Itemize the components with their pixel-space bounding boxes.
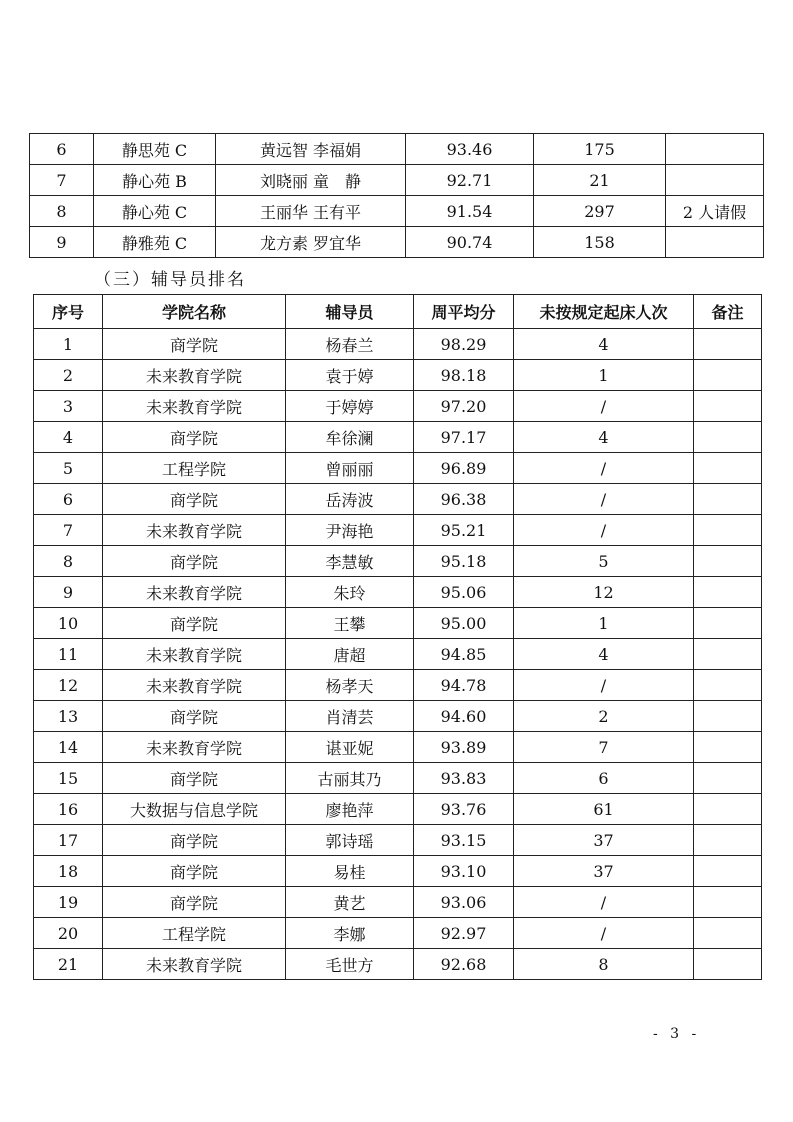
table-row [34, 639, 762, 670]
cell-rank: 13 [34, 701, 103, 732]
cell-rank: 6 [34, 484, 103, 515]
section-heading: （三）辅导员排名 [94, 270, 246, 290]
cell-note [694, 825, 762, 856]
cell-note [694, 918, 762, 949]
header-note: 备注 [694, 295, 762, 329]
table-row [30, 134, 764, 165]
cell-note [694, 732, 762, 763]
cell-counselor: 唐超 [286, 639, 414, 670]
cell-count: 4 [514, 329, 694, 360]
table-row [34, 918, 762, 949]
table-row [34, 701, 762, 732]
cell-college: 商学院 [103, 608, 286, 639]
cell-score: 96.38 [414, 484, 514, 515]
cell-note [694, 515, 762, 546]
cell-count: / [514, 918, 694, 949]
cell-note [694, 546, 762, 577]
cell-count: 297 [534, 196, 666, 227]
cell-college: 未来教育学院 [103, 515, 286, 546]
cell-counselor: 岳涛波 [286, 484, 414, 515]
cell-counselor: 谌亚妮 [286, 732, 414, 763]
cell-score: 90.74 [406, 227, 534, 258]
cell-score: 91.54 [406, 196, 534, 227]
cell-count: 12 [514, 577, 694, 608]
cell-score: 96.89 [414, 453, 514, 484]
cell-note [666, 165, 764, 196]
cell-score: 93.76 [414, 794, 514, 825]
cell-score: 95.18 [414, 546, 514, 577]
cell-score: 95.06 [414, 577, 514, 608]
cell-college: 工程学院 [103, 453, 286, 484]
cell-counselor: 古丽其乃 [286, 763, 414, 794]
cell-college: 商学院 [103, 484, 286, 515]
table-row [34, 453, 762, 484]
cell-rank: 5 [34, 453, 103, 484]
table-row [34, 887, 762, 918]
cell-count: 158 [534, 227, 666, 258]
cell-score: 98.29 [414, 329, 514, 360]
cell-rank: 15 [34, 763, 103, 794]
cell-college: 商学院 [103, 763, 286, 794]
cell-counselor: 肖清芸 [286, 701, 414, 732]
cell-college: 未来教育学院 [103, 577, 286, 608]
cell-note [694, 856, 762, 887]
cell-rank: 4 [34, 422, 103, 453]
header-row [34, 295, 762, 329]
table-row [34, 794, 762, 825]
cell-count: / [514, 670, 694, 701]
cell-college: 大数据与信息学院 [103, 794, 286, 825]
cell-score: 93.89 [414, 732, 514, 763]
table-row [34, 546, 762, 577]
cell-count: 175 [534, 134, 666, 165]
table-row [34, 825, 762, 856]
cell-rank: 6 [30, 134, 94, 165]
cell-managers: 刘晓丽 童 静 [216, 165, 406, 196]
cell-count: 7 [514, 732, 694, 763]
page-number: - 3 - [653, 1026, 701, 1042]
cell-note [694, 701, 762, 732]
cell-college: 未来教育学院 [103, 732, 286, 763]
cell-college: 商学院 [103, 546, 286, 577]
cell-rank: 19 [34, 887, 103, 918]
cell-rank: 7 [34, 515, 103, 546]
cell-score: 97.20 [414, 391, 514, 422]
cell-score: 92.97 [414, 918, 514, 949]
cell-counselor: 李慧敏 [286, 546, 414, 577]
cell-rank: 2 [34, 360, 103, 391]
table-row [34, 391, 762, 422]
cell-college: 商学院 [103, 422, 286, 453]
cell-rank: 9 [30, 227, 94, 258]
counselor-ranking-body [34, 329, 762, 980]
table-row [34, 670, 762, 701]
cell-note [694, 422, 762, 453]
cell-college: 商学院 [103, 825, 286, 856]
cell-counselor: 尹海艳 [286, 515, 414, 546]
cell-rank: 17 [34, 825, 103, 856]
cell-counselor: 杨春兰 [286, 329, 414, 360]
cell-rank: 12 [34, 670, 103, 701]
cell-college: 未来教育学院 [103, 670, 286, 701]
cell-note [694, 453, 762, 484]
cell-rank: 7 [30, 165, 94, 196]
table-row [34, 329, 762, 360]
cell-note [694, 639, 762, 670]
cell-score: 95.00 [414, 608, 514, 639]
header-score: 周平均分 [414, 295, 514, 329]
cell-rank: 16 [34, 794, 103, 825]
cell-count: 1 [514, 608, 694, 639]
table-row [30, 227, 764, 258]
cell-managers: 黄远智 李福娟 [216, 134, 406, 165]
cell-counselor: 杨孝天 [286, 670, 414, 701]
cell-note [666, 134, 764, 165]
dorm-ranking-table [29, 133, 764, 258]
table-row [30, 165, 764, 196]
table-row [34, 856, 762, 887]
cell-score: 93.46 [406, 134, 534, 165]
cell-score: 98.18 [414, 360, 514, 391]
cell-counselor: 朱玲 [286, 577, 414, 608]
cell-counselor: 易桂 [286, 856, 414, 887]
cell-note [694, 763, 762, 794]
cell-counselor: 李娜 [286, 918, 414, 949]
cell-note [694, 670, 762, 701]
table-row [34, 732, 762, 763]
cell-count: 4 [514, 639, 694, 670]
table-row [34, 577, 762, 608]
cell-rank: 11 [34, 639, 103, 670]
cell-rank: 3 [34, 391, 103, 422]
cell-counselor: 袁于婷 [286, 360, 414, 391]
cell-score: 92.68 [414, 949, 514, 980]
header-college: 学院名称 [103, 295, 286, 329]
cell-score: 94.85 [414, 639, 514, 670]
cell-count: / [514, 391, 694, 422]
cell-rank: 8 [30, 196, 94, 227]
cell-note [694, 949, 762, 980]
table-row [34, 360, 762, 391]
cell-college: 商学院 [103, 856, 286, 887]
cell-college: 未来教育学院 [103, 360, 286, 391]
cell-note [694, 794, 762, 825]
cell-rank: 8 [34, 546, 103, 577]
cell-counselor: 于婷婷 [286, 391, 414, 422]
counselor-ranking-table [33, 294, 762, 980]
header-rank: 序号 [34, 295, 103, 329]
cell-note [694, 360, 762, 391]
cell-college: 商学院 [103, 701, 286, 732]
cell-counselor: 王攀 [286, 608, 414, 639]
cell-count: 4 [514, 422, 694, 453]
cell-note: 2 人请假 [666, 196, 764, 227]
cell-count: / [514, 453, 694, 484]
cell-rank: 10 [34, 608, 103, 639]
cell-note [666, 227, 764, 258]
cell-rank: 14 [34, 732, 103, 763]
cell-counselor: 郭诗瑶 [286, 825, 414, 856]
cell-count: 21 [534, 165, 666, 196]
cell-rank: 1 [34, 329, 103, 360]
cell-managers: 龙方素 罗宜华 [216, 227, 406, 258]
table-row [34, 422, 762, 453]
cell-note [694, 887, 762, 918]
cell-count: 37 [514, 825, 694, 856]
table-row [34, 949, 762, 980]
cell-score: 94.60 [414, 701, 514, 732]
cell-note [694, 391, 762, 422]
cell-count: 37 [514, 856, 694, 887]
cell-managers: 王丽华 王有平 [216, 196, 406, 227]
header-count: 未按规定起床人次 [514, 295, 694, 329]
cell-count: / [514, 515, 694, 546]
cell-score: 93.83 [414, 763, 514, 794]
cell-building: 静雅苑 C [94, 227, 216, 258]
cell-score: 94.78 [414, 670, 514, 701]
cell-college: 商学院 [103, 887, 286, 918]
cell-college: 商学院 [103, 329, 286, 360]
cell-count: / [514, 887, 694, 918]
cell-counselor: 毛世方 [286, 949, 414, 980]
cell-count: 6 [514, 763, 694, 794]
cell-counselor: 曾丽丽 [286, 453, 414, 484]
cell-building: 静心苑 B [94, 165, 216, 196]
cell-note [694, 608, 762, 639]
cell-score: 93.15 [414, 825, 514, 856]
cell-college: 未来教育学院 [103, 639, 286, 670]
header-counselor: 辅导员 [286, 295, 414, 329]
dorm-ranking-body [30, 134, 764, 258]
cell-college: 未来教育学院 [103, 391, 286, 422]
cell-rank: 18 [34, 856, 103, 887]
cell-rank: 21 [34, 949, 103, 980]
table-row [34, 763, 762, 794]
cell-note [694, 577, 762, 608]
table-row [34, 608, 762, 639]
cell-note [694, 484, 762, 515]
cell-rank: 9 [34, 577, 103, 608]
cell-building: 静心苑 C [94, 196, 216, 227]
cell-count: 5 [514, 546, 694, 577]
cell-count: 8 [514, 949, 694, 980]
cell-college: 未来教育学院 [103, 949, 286, 980]
cell-score: 95.21 [414, 515, 514, 546]
cell-count: 2 [514, 701, 694, 732]
table-row [34, 515, 762, 546]
cell-college: 工程学院 [103, 918, 286, 949]
cell-score: 97.17 [414, 422, 514, 453]
cell-score: 93.06 [414, 887, 514, 918]
cell-rank: 20 [34, 918, 103, 949]
cell-building: 静思苑 C [94, 134, 216, 165]
cell-note [694, 329, 762, 360]
cell-counselor: 黄艺 [286, 887, 414, 918]
cell-score: 92.71 [406, 165, 534, 196]
table-row [34, 484, 762, 515]
cell-count: 1 [514, 360, 694, 391]
cell-count: 61 [514, 794, 694, 825]
cell-score: 93.10 [414, 856, 514, 887]
table-row [30, 196, 764, 227]
cell-counselor: 廖艳萍 [286, 794, 414, 825]
cell-count: / [514, 484, 694, 515]
cell-counselor: 牟徐澜 [286, 422, 414, 453]
